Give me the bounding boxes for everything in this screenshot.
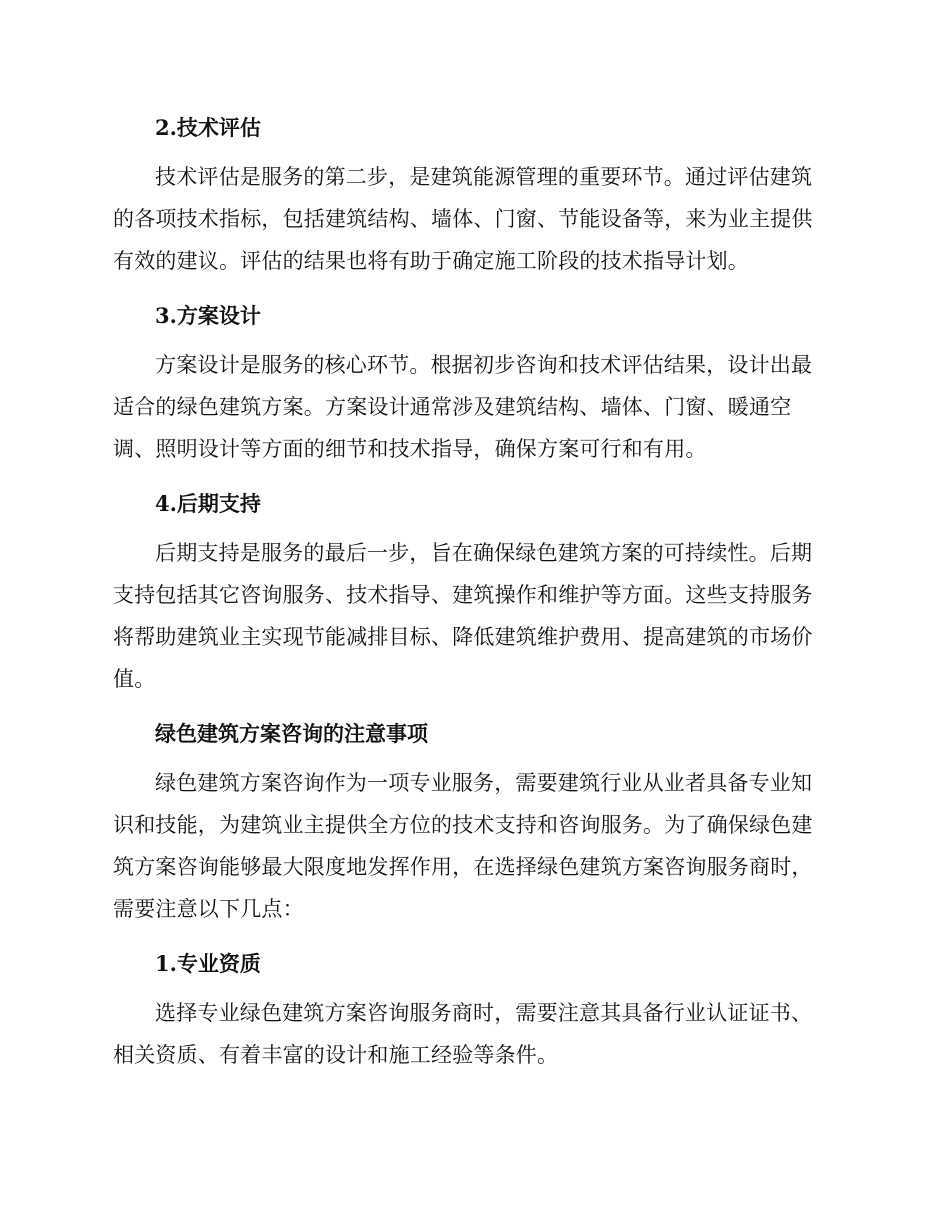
paragraph-line: 需要注意以下几点： [113, 897, 304, 921]
section-heading: 绿色建筑方案咨询的注意事项 [155, 721, 428, 746]
section-post-support [113, 484, 837, 700]
section-paragraph [113, 992, 837, 1076]
paragraph-line: 选择专业绿色建筑方案咨询服务商时，需要注意其具备行业认证证书、 [155, 1001, 813, 1025]
paragraph-line: 调、照明设计等方面的细节和技术指导，确保方案可行和有用。 [113, 437, 707, 461]
section-consulting-notes [113, 714, 837, 930]
section-professional-qualification [113, 944, 837, 1076]
paragraph-line: 的各项技术指标，包括建筑结构、墙体、门窗、节能设备等，来为业主提供 [113, 207, 813, 231]
paragraph-line: 将帮助建筑业主实现节能减排目标、降低建筑维护费用、提高建筑的市场价 [113, 625, 813, 649]
section-paragraph [113, 762, 837, 930]
paragraph-line: 绿色建筑方案咨询作为一项专业服务，需要建筑行业从业者具备专业知 [155, 771, 813, 795]
paragraph-line: 相关资质、有着丰富的设计和施工经验等条件。 [113, 1043, 559, 1067]
paragraph-line: 筑方案咨询能够最大限度地发挥作用，在选择绿色建筑方案咨询服务商时， [113, 855, 813, 879]
paragraph-line: 后期支持是服务的最后一步，旨在确保绿色建筑方案的可持续性。后期 [155, 541, 813, 565]
paragraph-line: 适合的绿色建筑方案。方案设计通常涉及建筑结构、墙体、门窗、暖通空 [113, 395, 792, 419]
paragraph-line: 值。 [113, 667, 156, 691]
section-paragraph [113, 156, 837, 282]
paragraph-line: 有效的建议。评估的结果也将有助于确定施工阶段的技术指导计划。 [113, 249, 749, 273]
section-technical-assessment [113, 108, 837, 282]
paragraph-line: 识和技能，为建筑业主提供全方位的技术支持和咨询服务。为了确保绿色建 [113, 813, 813, 837]
section-paragraph [113, 532, 837, 700]
paragraph-line: 技术评估是服务的第二步，是建筑能源管理的重要环节。通过评估建筑 [155, 165, 813, 189]
section-heading: 1.专业资质 [155, 951, 261, 976]
section-heading: 3.方案设计 [155, 303, 261, 328]
section-paragraph [113, 344, 837, 470]
section-solution-design [113, 296, 837, 470]
paragraph-line: 方案设计是服务的核心环节。根据初步咨询和技术评估结果，设计出最 [155, 353, 813, 377]
section-heading: 2.技术评估 [155, 115, 261, 140]
section-heading: 4.后期支持 [155, 491, 261, 516]
paragraph-line: 支持包括其它咨询服务、技术指导、建筑操作和维护等方面。这些支持服务 [113, 583, 813, 607]
